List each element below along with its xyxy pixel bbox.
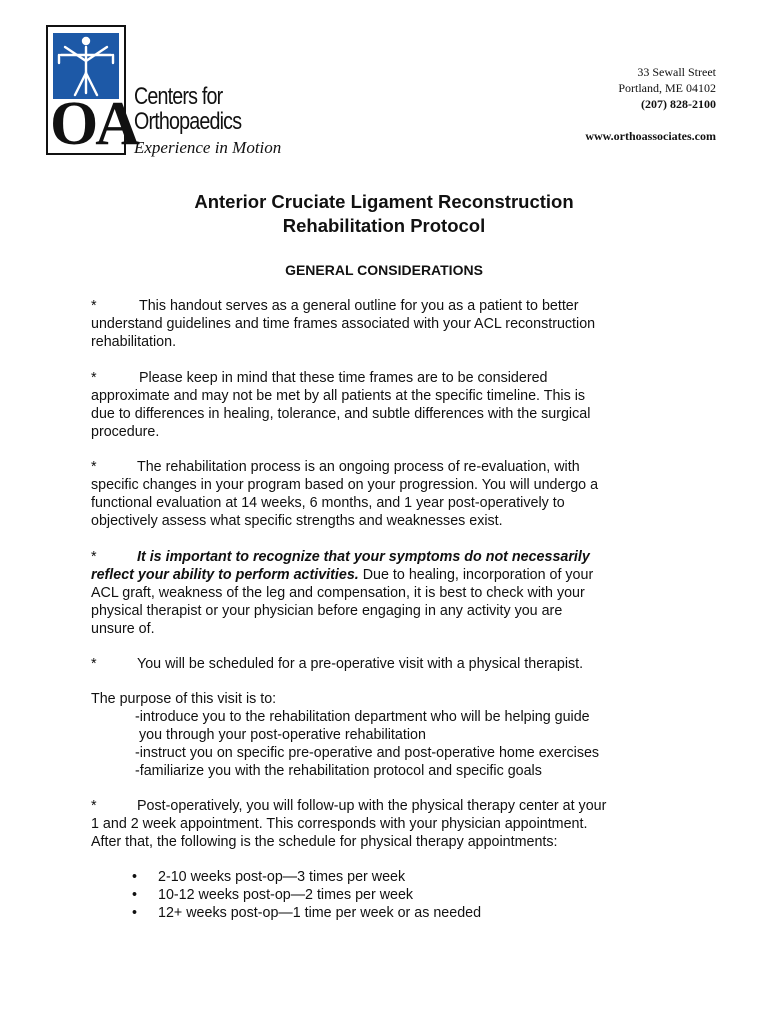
- bullet-star: *: [91, 459, 97, 475]
- logo-oa-letters: OA: [50, 90, 137, 158]
- p6-line1: Post-operatively, you will follow-up with the physical therapy center at your: [137, 798, 607, 814]
- p3-line2: specific changes in your program based on your progression. You will undergo a: [91, 477, 599, 493]
- schedule-item: 12+ weeks post-op—1 time per week or as needed: [158, 905, 482, 921]
- logo-tagline: Experience in Motion: [134, 138, 282, 157]
- list-item: [132, 886, 481, 904]
- bullet-star: *: [91, 370, 97, 386]
- schedule-list: [132, 868, 481, 922]
- address-street: 33 Sewall Street: [637, 65, 716, 79]
- p2-line4: procedure.: [91, 424, 160, 440]
- logo-name-line1: Centers for: [134, 83, 223, 110]
- paragraph-1: [91, 297, 691, 351]
- p4-emphasis-line1: It is important to recognize that your symptoms do not necessarily: [137, 549, 590, 565]
- p5-line1: You will be scheduled for a pre-operative visit with a physical therapist.: [137, 656, 584, 672]
- p4-line2-rest: Due to healing, incorporation of your: [358, 567, 594, 583]
- p3-line3: functional evaluation at 14 weeks, 6 months, and 1 year post-operatively to: [91, 495, 565, 511]
- paragraph-3: [91, 458, 691, 530]
- list-item: [132, 904, 481, 922]
- logo-mark: [46, 25, 137, 158]
- paragraph-6: [91, 797, 691, 851]
- bullet-star: *: [91, 656, 97, 672]
- purpose-item-1b: you through your post-operative rehabilitation: [139, 727, 426, 743]
- p3-line1: The rehabilitation process is an ongoing process of re-evaluation, with: [137, 459, 580, 475]
- website-link[interactable]: www.orthoassociates.com: [585, 129, 716, 143]
- purpose-item-3: -familiarize you with the rehabilitation protocol and specific goals: [135, 763, 542, 779]
- purpose-item-2: -instruct you on specific pre-operative and post-operative home exercises: [135, 745, 600, 761]
- list-item: [132, 868, 481, 886]
- p1-line1: This handout serves as a general outline for you as a patient to better: [139, 298, 579, 314]
- document-title-line2: Rehabilitation Protocol: [282, 215, 486, 236]
- phone-number: (207) 828-2100: [641, 97, 716, 111]
- document-title-line1: Anterior Cruciate Ligament Reconstruction: [194, 191, 574, 212]
- logo-name-line2: Orthopaedics: [134, 108, 242, 135]
- p4-line3: ACL graft, weakness of the leg and compensation, it is best to check with your: [91, 585, 585, 601]
- bullet-star: *: [91, 298, 97, 314]
- bullet-dot-icon: •: [132, 905, 138, 921]
- purpose-item-1a: -introduce you to the rehabilitation department who will be helping guide: [135, 709, 590, 725]
- p6-line2: 1 and 2 week appointment. This corresponds with your physician appointment.: [91, 816, 588, 832]
- paragraph-2: [91, 369, 691, 441]
- p1-line3: rehabilitation.: [91, 334, 177, 350]
- bullet-dot-icon: •: [132, 887, 138, 903]
- bullet-star: *: [91, 549, 97, 565]
- bullet-star: *: [91, 798, 97, 814]
- purpose-intro: The purpose of this visit is to:: [91, 691, 277, 707]
- bullet-dot-icon: •: [132, 869, 138, 885]
- schedule-item: 10-12 weeks post-op—2 times per week: [158, 887, 414, 903]
- p2-line2: approximate and may not be met by all patients at the specific timeline. This is: [91, 388, 586, 404]
- p3-line4: objectively assess what specific strengths and weaknesses exist.: [91, 513, 503, 529]
- p4-emphasis-line2: reflect your ability to perform activities.: [91, 567, 359, 583]
- paragraph-5: [91, 655, 691, 673]
- p1-line2: understand guidelines and time frames associated with your ACL reconstruction: [91, 316, 596, 332]
- purpose-section: [91, 690, 691, 780]
- p6-line3: After that, the following is the schedule for physical therapy appointments:: [91, 834, 558, 850]
- p2-line1: Please keep in mind that these time frames are to be considered: [139, 370, 548, 386]
- schedule-item: 2-10 weeks post-op—3 times per week: [158, 869, 406, 885]
- address-city: Portland, ME 04102: [618, 81, 716, 95]
- section-heading: GENERAL CONSIDERATIONS: [285, 262, 483, 278]
- p4-line4: physical therapist or your physician before engaging in any activity you are: [91, 603, 563, 619]
- paragraph-4: [91, 548, 691, 638]
- p4-line5: unsure of.: [91, 621, 155, 637]
- p2-line3: due to differences in healing, tolerance, and subtle differences with the surgical: [91, 406, 591, 422]
